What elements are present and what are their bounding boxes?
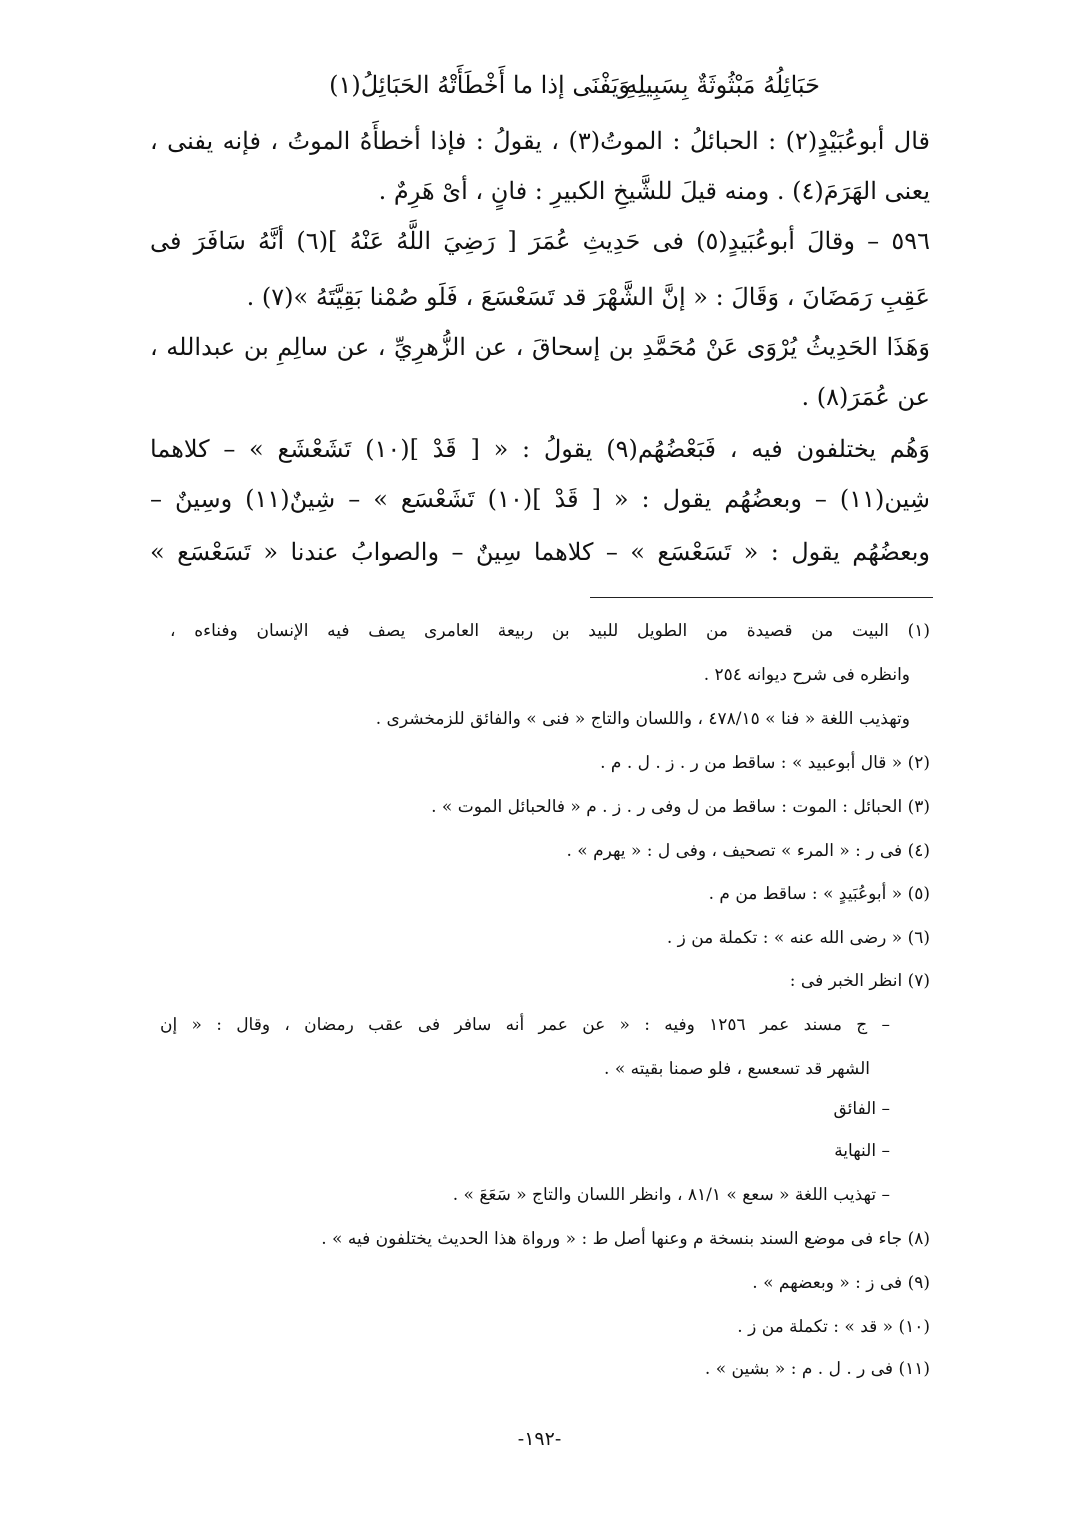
footnote-8: (٨) جاء فى موضع السند بنسخة م وعنها أصل ط : « ورواة هذا الحديث يختلفون فيه » . [321,1229,930,1249]
footnote-5: (٥) « أبوعُبَيدٍ » : ساقط من م . [708,884,930,904]
body-line-8: شِين(١١) – وبعضُهُم يقول : « [ قَدْ ](١٠) تَشَعْسَع » – شِينٌ(١١) وسِينٌ – [150,485,930,513]
footnote-10: (١٠) « قد » : تكملة من ز . [737,1317,930,1337]
body-line-6: عن عُمَرَ(٨) . [801,383,930,411]
footnote-1-cont: وانظره فى شرح ديوانه ٢٥٤ . [703,665,910,685]
footnote-9: (٩) فى ز : « وبعضهم » . [752,1273,930,1293]
footnote-1-cont-2: وتهذيب اللغة « فنا » ٤٧٨/١٥ ، واللسان والتاج « فنى » والفائق للزمخشرى . [375,709,910,729]
body-line-1: قال أبوعُبَيْدٍ(٢) : الحبائلُ : الموتُ(٣) ، يقولُ : فإذا أخطأَهُ الموتُ ، فإنه يفنى ، [150,127,930,155]
footnote-7-item-4: – تهذيب اللغة « سعع » ٨١/١ ، وانظر اللسان والتاج « سَعَعَ » . [452,1185,890,1205]
body-line-5: وَهَذَا الحَدِيثُ يُرْوَى عَنْ مُحَمَّدِ بن إسحاقَ ، عن الزُّهرِيِّ ، عن سالِمِ بن عبدالله ، [150,333,930,361]
footnote-2: (٢) « قال أبوعبيد » : ساقط من ر . ز . ل . م . [600,753,930,773]
footnote-4: (٤) فى ر : « المرء » تصحيف ، وفى ل : « يهرم » . [566,841,930,861]
footnote-7-item-3: – النهاية [834,1141,890,1161]
poem-first-hemistich: حَبَائِلُهُ مَبْثُوثَةٌ بِسَبِيلِهِ [625,71,820,99]
footnote-separator [590,597,933,598]
page-number: -١٩٢- [517,1428,562,1450]
footnote-7: (٧) انظر الخبر فى : [789,971,930,991]
poem-second-hemistich: وَيَفْنَى إذا ما أَخْطَأَتْهُ الحَبَائِلُ(١) [329,71,630,99]
body-line-7: وَهُم يختلفون فيه ، فَبَعْضُهُم(٩) يقولُ : « [ قَدْ ](١٠) تَشَعْشَع » – كلاهما [150,435,930,463]
footnote-6: (٦) « رضى الله عنه » : تكملة من ز . [666,928,930,948]
footnote-7-item-1: – ج مسند عمر ١٢٥٦ وفيه : « عن عمر أنه سافر فى عقب رمضان ، وقال : « إن [160,1015,890,1035]
footnote-3: (٣) الحبائل : الموت : ساقط من ل وفى ر . ز . م « فالحبائل الموت » . [431,797,930,817]
footnote-7-item-1-cont: الشهر قد تسعسع ، فلو صمنا بقيته » . [604,1059,870,1079]
body-line-9: وبعضُهُم يقول : « تَسَعْسَع » – كلاهما سِينٌ – والصوابُ عندنا « تَسَعْسَع » [150,538,930,566]
footnote-7-item-2: – الفائق [833,1099,890,1119]
body-line-4: عَقِبِ رَمَضَانَ ، وَقَالَ : « إنَّ الشَّهْرَ قد تَسَعْسَعَ ، فَلَو صُمْنا بَقِيَّتَهُ »(٧) . [246,283,930,311]
body-line-2: يعنى الهَرَمَ(٤) . ومنه قيلَ للشَّيخِ الكبيرِ : فانٍ ، أىْ هَرِمٌ . [378,177,930,205]
footnote-11: (١١) فى ر . ل . م : « بشين » . [704,1359,930,1379]
footnote-1: (١) البيت من قصيدة من الطويل للبيد بن ربيعة العامرى يصف فيه الإنسان وفناءه ، [170,621,930,641]
body-line-3-hadith-596: ٥٩٦ – وقالَ أبوعُبَيدٍ(٥) فى حَدِيثِ عُمَرَ [ رَضِيَ اللَّهُ عَنْهُ ](٦) أنَّهُ سَافَرَ فى [150,227,930,255]
